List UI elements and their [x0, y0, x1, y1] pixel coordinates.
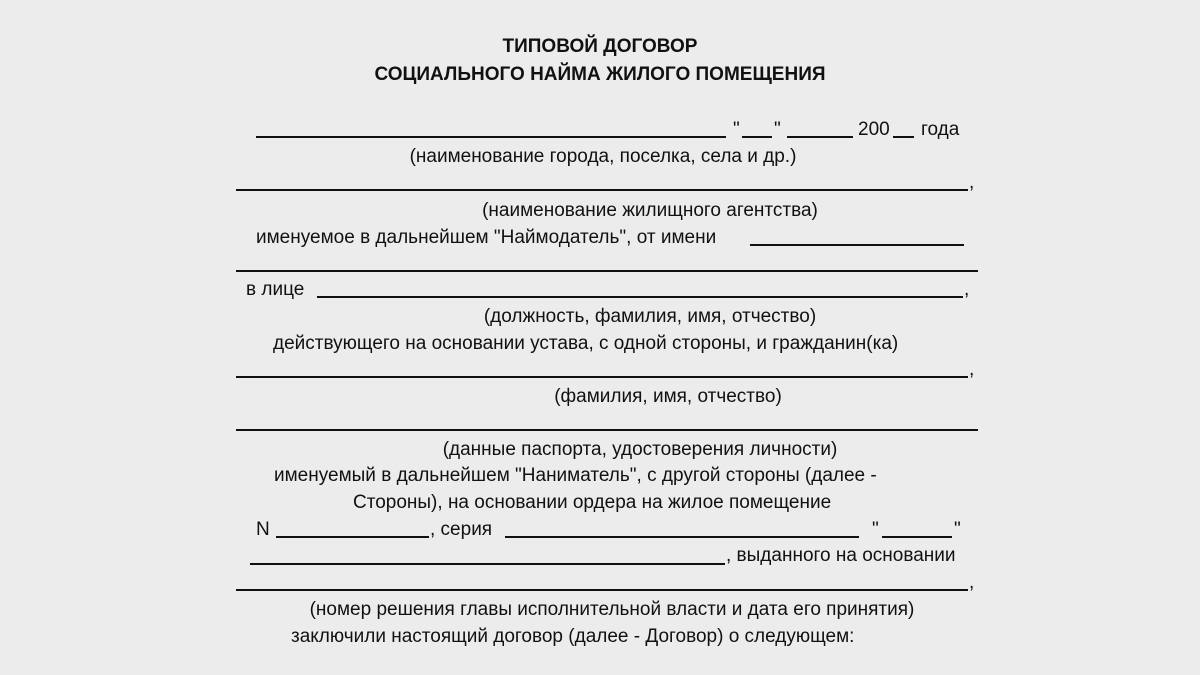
- representative-blank[interactable]: [317, 296, 963, 298]
- caption-passport: (данные паспорта, удостоверения личности): [442, 439, 838, 460]
- agency-blank[interactable]: [236, 189, 968, 191]
- order-number-blank[interactable]: [276, 536, 429, 538]
- decision-blank[interactable]: [236, 589, 968, 591]
- date-open-quote: ": [733, 119, 740, 140]
- tenant-text-line-1: именуемый в дальнейшем "Наниматель", с другой стороны (далее -: [274, 465, 877, 486]
- landlord-text: именуемое в дальнейшем "Наймодатель", от имени: [256, 227, 717, 248]
- citizen-fio-blank[interactable]: [236, 376, 968, 378]
- number-label: N: [256, 519, 270, 540]
- caption-fio: (фамилия, имя, отчество): [554, 386, 782, 407]
- citizen-comma: ,: [969, 359, 975, 380]
- document-title-line-1: ТИПОВОЙ ДОГОВОР: [502, 36, 698, 57]
- issued-text: , выданного на основании: [726, 545, 956, 566]
- order-date-open-quote: ": [872, 519, 879, 540]
- year-prefix: 200: [858, 119, 890, 140]
- month-blank[interactable]: [787, 136, 853, 138]
- caption-city: (наименование города, поселка, села и др.): [409, 146, 797, 167]
- on-behalf-continuation-blank[interactable]: [236, 270, 978, 272]
- day-blank[interactable]: [742, 136, 772, 138]
- city-blank[interactable]: [256, 136, 726, 138]
- on-behalf-blank[interactable]: [750, 244, 964, 246]
- agency-comma: ,: [969, 172, 975, 193]
- date-close-quote: ": [774, 119, 781, 140]
- caption-agency: (наименование жилищного агентства): [482, 200, 818, 221]
- in-person-label: в лице: [246, 279, 305, 300]
- caption-decision: (номер решения главы исполнительной власти и дата его принятия): [309, 599, 915, 620]
- date-suffix: года: [921, 119, 960, 140]
- year-blank[interactable]: [893, 136, 914, 138]
- representative-comma: ,: [964, 279, 970, 300]
- concluded-text: заключили настоящий договор (далее - Договор) о следующем:: [291, 626, 855, 647]
- issued-by-blank[interactable]: [250, 563, 725, 565]
- passport-blank[interactable]: [236, 429, 978, 431]
- caption-position: (должность, фамилия, имя, отчество): [483, 306, 817, 327]
- order-date-blank[interactable]: [882, 536, 952, 538]
- document-title-line-2: СОЦИАЛЬНОГО НАЙМА ЖИЛОГО ПОМЕЩЕНИЯ: [374, 64, 826, 85]
- decision-comma: ,: [969, 572, 975, 593]
- tenant-text-line-2: Стороны), на основании ордера на жилое помещение: [353, 492, 832, 513]
- series-label: , серия: [430, 519, 493, 540]
- order-series-blank[interactable]: [505, 536, 859, 538]
- order-date-close-quote: ": [954, 519, 961, 540]
- acting-text: действующего на основании устава, с одной стороны, и гражданин(ка): [273, 333, 899, 354]
